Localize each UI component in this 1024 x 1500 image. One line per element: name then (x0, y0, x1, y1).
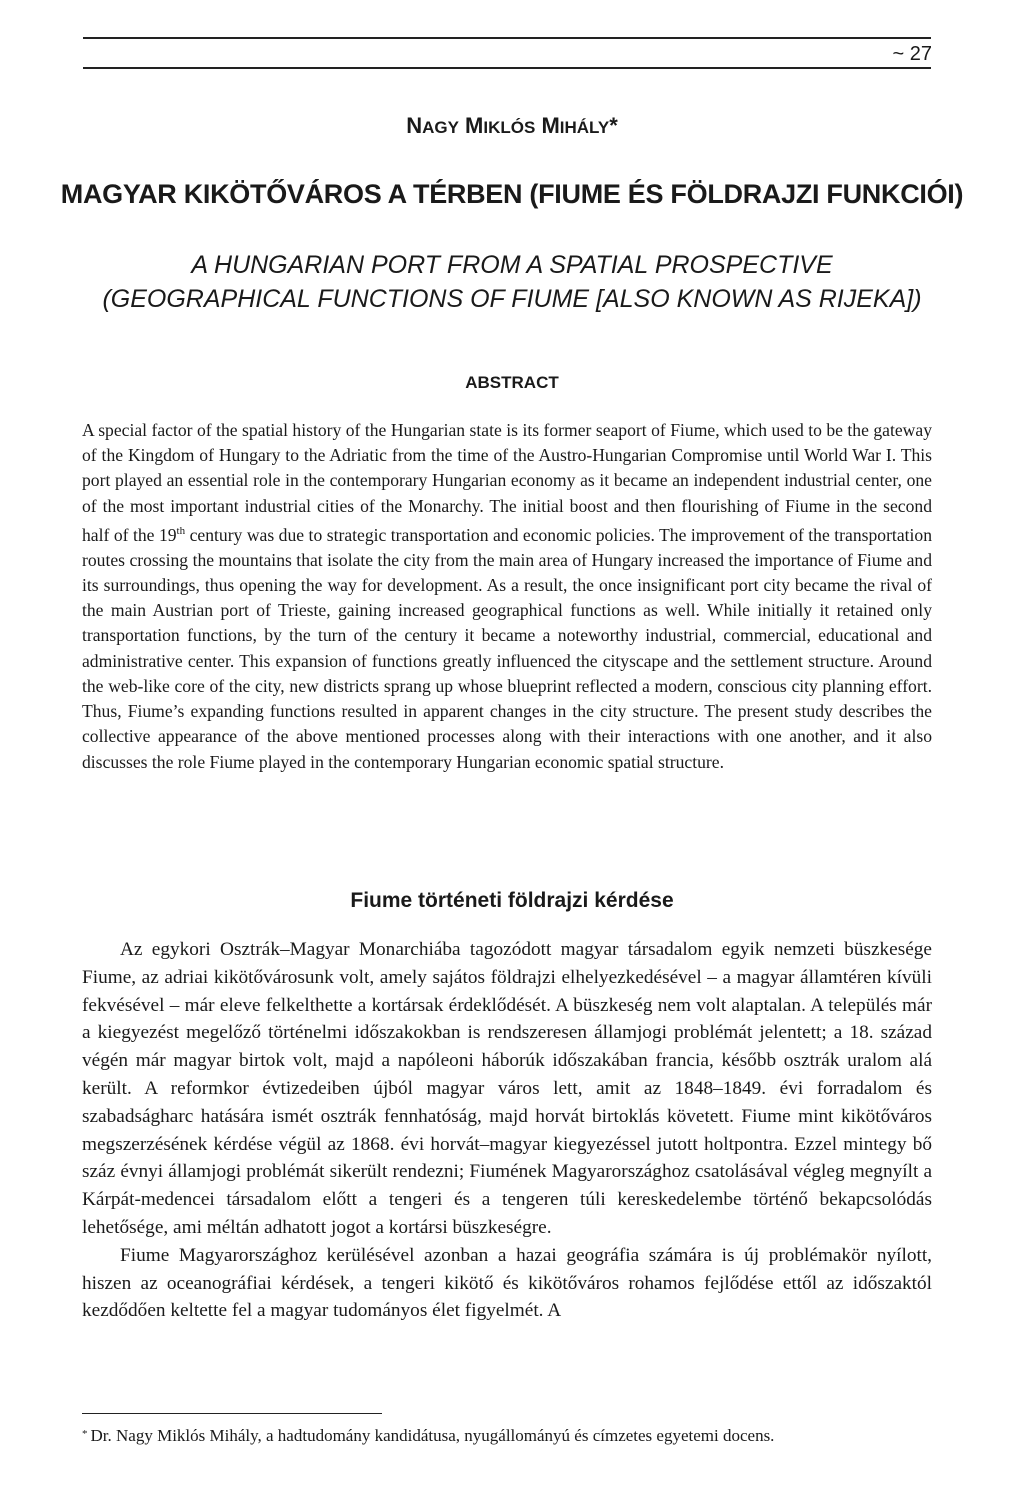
title-en-line-1: A HUNGARIAN PORT FROM A SPATIAL PROSPECTIVE (191, 251, 833, 279)
author-footnote-mark: * (609, 113, 618, 138)
section-heading: Fiume történeti földrajzi kérdése (350, 889, 674, 912)
body-text (82, 936, 932, 1325)
abstract-heading: ABSTRACT (465, 373, 559, 392)
footnote-mark: * (82, 1428, 88, 1440)
title-en-line-2: (GEOGRAPHICAL FUNCTIONS OF FIUME [ALSO KNOWN AS RIJEKA]) (102, 285, 922, 313)
body-paragraph-2: Fiume Magyarországhoz kerülésével azonban a hazai geográfia számára is új problémakör nyílott, hiszen az oceanográfiai kérdések, a tengeri kikötő és kikötőváros rohamos fejlődése ettől az időszaktól kezdődően keltette fel a magyar tudományos élet figyelmét. A (82, 1244, 932, 1322)
footnote-text: Dr. Nagy Miklós Mihály, a hadtudomány kandidátusa, nyugállományú és címzetes egyetemi docens. (90, 1426, 775, 1445)
header-underline (83, 67, 931, 69)
header-rule (83, 37, 931, 39)
paper-title-english (0, 248, 1024, 316)
footnote (82, 1424, 932, 1448)
body-paragraph-1: Az egykori Osztrák–Magyar Monarchiába tagozódott magyar társadalom egyik nemzeti büszkesége Fiume, az adriai kikötővárosunk volt, amely sajátos földrajzi elhelyezkedésével – a magyar államtéren kívüli fekvésével – már eleve felkelthette a kortársak érdeklődését. A büszkeség nem volt alaptalan. A település már a kiegyezést megelőző történelmi időszakokban is rendszeresen államjogi problémát jelentett; a 18. század végén már magyar birtok volt, majd a napóleoni háborúk időszakában francia, később osztrák uralom alá került. A reformkor évtizedeiben újból magyar város lett, amit az 1848–1849. évi forradalom és szabadságharc hatására ismét osztrák fennhatóság, majd horvát birtoklás követett. Fiume mint kikötőváros megszerzésének kérdése végül az 1868. évi horvát–magyar kiegyezéssel jutott holtpontra. Ezzel mintegy bő száz évnyi államjogi problémát sikerült rendezni; Fiumének Magyarországhoz csatolásával végleg megnyílt a Kárpát-medencei társadalom előtt a tengeri és a tengeren túli kereskedelembe történő bekapcsolódás lehetősége, ami méltán adhatott jogot a kortársi büszkeségre. (82, 939, 932, 1238)
paper-title-hungarian: MAGYAR KIKÖTŐVÁROS A TÉRBEN (FIUME ÉS FÖLDRAJZI FUNKCIÓI) (60, 179, 964, 209)
page-number: ~ 27 (892, 43, 932, 65)
footnote-rule (82, 1413, 382, 1414)
abstract-text: A special factor of the spatial history of the Hungarian state is its former seaport of Fiume, which used to be the gateway of the Kingdom of Hungary to the Adriatic from the time of the Austro-Hungarian Compromise until World War I. This port played an essential role in the contemporary Hungarian economy as it became an independent industrial center, one of the most important industrial cities of the Monarchy. The initial boost and then flourishing of Fiume in the second half of the 19th century was due to strategic transportation and economic policies. The improvement of the transportation routes crossing the mountains that isolate the city from the main area of Hungary increased the importance of Fiume and its surroundings, thus opening the way for development. As a result, the once insignificant port city became the rival of the main Austrian port of Trieste, gaining increased geographical functions as well. While initially it retained only transportation functions, by the turn of the century it became a noteworthy industrial, commercial, educational and administrative center. This expansion of functions greatly influenced the cityscape and the settlement structure. Around the web-like core of the city, new districts sprang up whose blueprint reflected a modern, conscious city planning effort. Thus, Fiume’s expanding functions resulted in apparent changes in the city structure. The present study describes the collective appearance of the above mentioned processes along with their interactions with one another, and it also discusses the role Fiume played in the contemporary Hungarian economic spatial structure. (82, 420, 932, 772)
author-name: NAGY MIKLÓS MIHÁLY* (406, 113, 618, 138)
superscript-th: th (176, 524, 186, 537)
